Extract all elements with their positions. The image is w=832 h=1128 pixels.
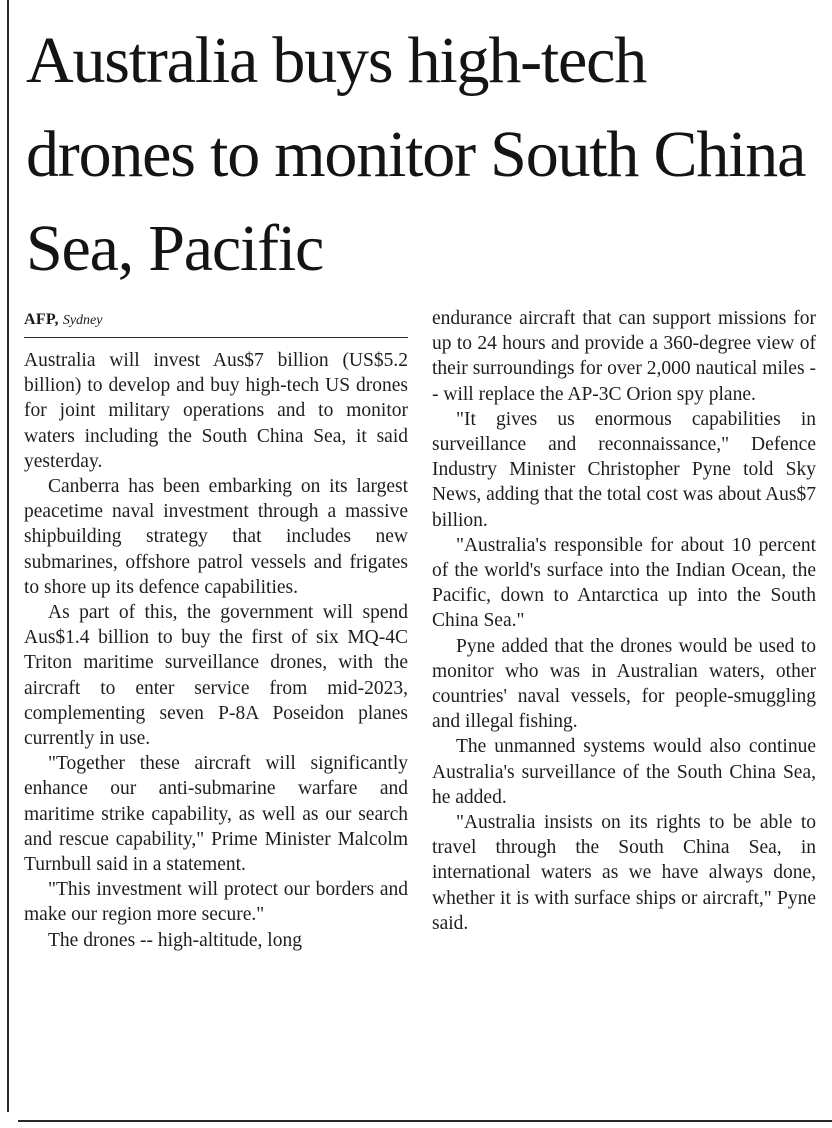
article-column-left: [24, 348, 408, 953]
paragraph: The unmanned systems would also continue Australia's surveillance of the South China Sea, he added.: [432, 736, 816, 808]
left-column-rule: [7, 0, 9, 1112]
paragraph: endurance aircraft that can support missions for up to 24 hours and provide a 360-degree view of their surroundings for over 2,000 nautical miles -- will replace the AP-3C Orion spy plane.: [432, 308, 816, 405]
paragraph: Australia will invest Aus$7 billion (US$5.2 billion) to develop and buy high-tech US drones for joint military operations and to monitor waters including the South China Sea, it said yesterday.: [24, 350, 408, 472]
paragraph: "This investment will protect our borders and make our region more secure.": [24, 879, 408, 926]
paragraph: "It gives us enormous capabilities in surveillance and reconnaissance," Defence Industry Minister Christopher Pyne told Sky News, adding that the total cost was about Aus$7 billion.: [432, 408, 816, 531]
paragraph: Pyne added that the drones would be used to monitor who was in Australian waters, other countries' naval vessels, for people-smuggling and illegal fishing.: [432, 635, 816, 733]
paragraph: "Australia's responsible for about 10 percent of the world's surface into the Indian Ocean, the Pacific, down to Antarctica up into the South China Sea.": [432, 534, 816, 632]
bottom-rule: [18, 1120, 832, 1122]
paragraph: Canberra has been embarking on its largest peacetime naval investment through a massive shipbuilding strategy that includes new submarines, offshore patrol vessels and frigates to shore up its defence capabilities.: [24, 476, 408, 598]
byline: [24, 310, 408, 338]
paragraph: "Together these aircraft will significantly enhance our anti-submarine warfare and maritime strike capability, as well as our search and rescue capability," Prime Minister Malcolm Turnbull said in a statement.: [24, 753, 408, 876]
paragraph: The drones -- high-altitude, long: [48, 929, 302, 951]
byline-dateline: Sydney: [62, 313, 103, 328]
paragraph: "Australia insists on its rights to be able to travel through the South China Sea, in international waters as we have always done, whether it is with surface ships or aircraft," Pyne said.: [432, 812, 816, 934]
paragraph: As part of this, the government will spend Aus$1.4 billion to buy the first of six MQ-4C Triton maritime surveillance drones, with the aircraft to enter service from mid-2023, complementing seven P-8A Poseidon planes currently in use.: [24, 602, 408, 750]
byline-agency: AFP,: [24, 311, 59, 328]
headline: Australia buys high-tech drones to monitor South China Sea, Pacific: [26, 24, 806, 285]
article-column-right: [432, 306, 816, 936]
